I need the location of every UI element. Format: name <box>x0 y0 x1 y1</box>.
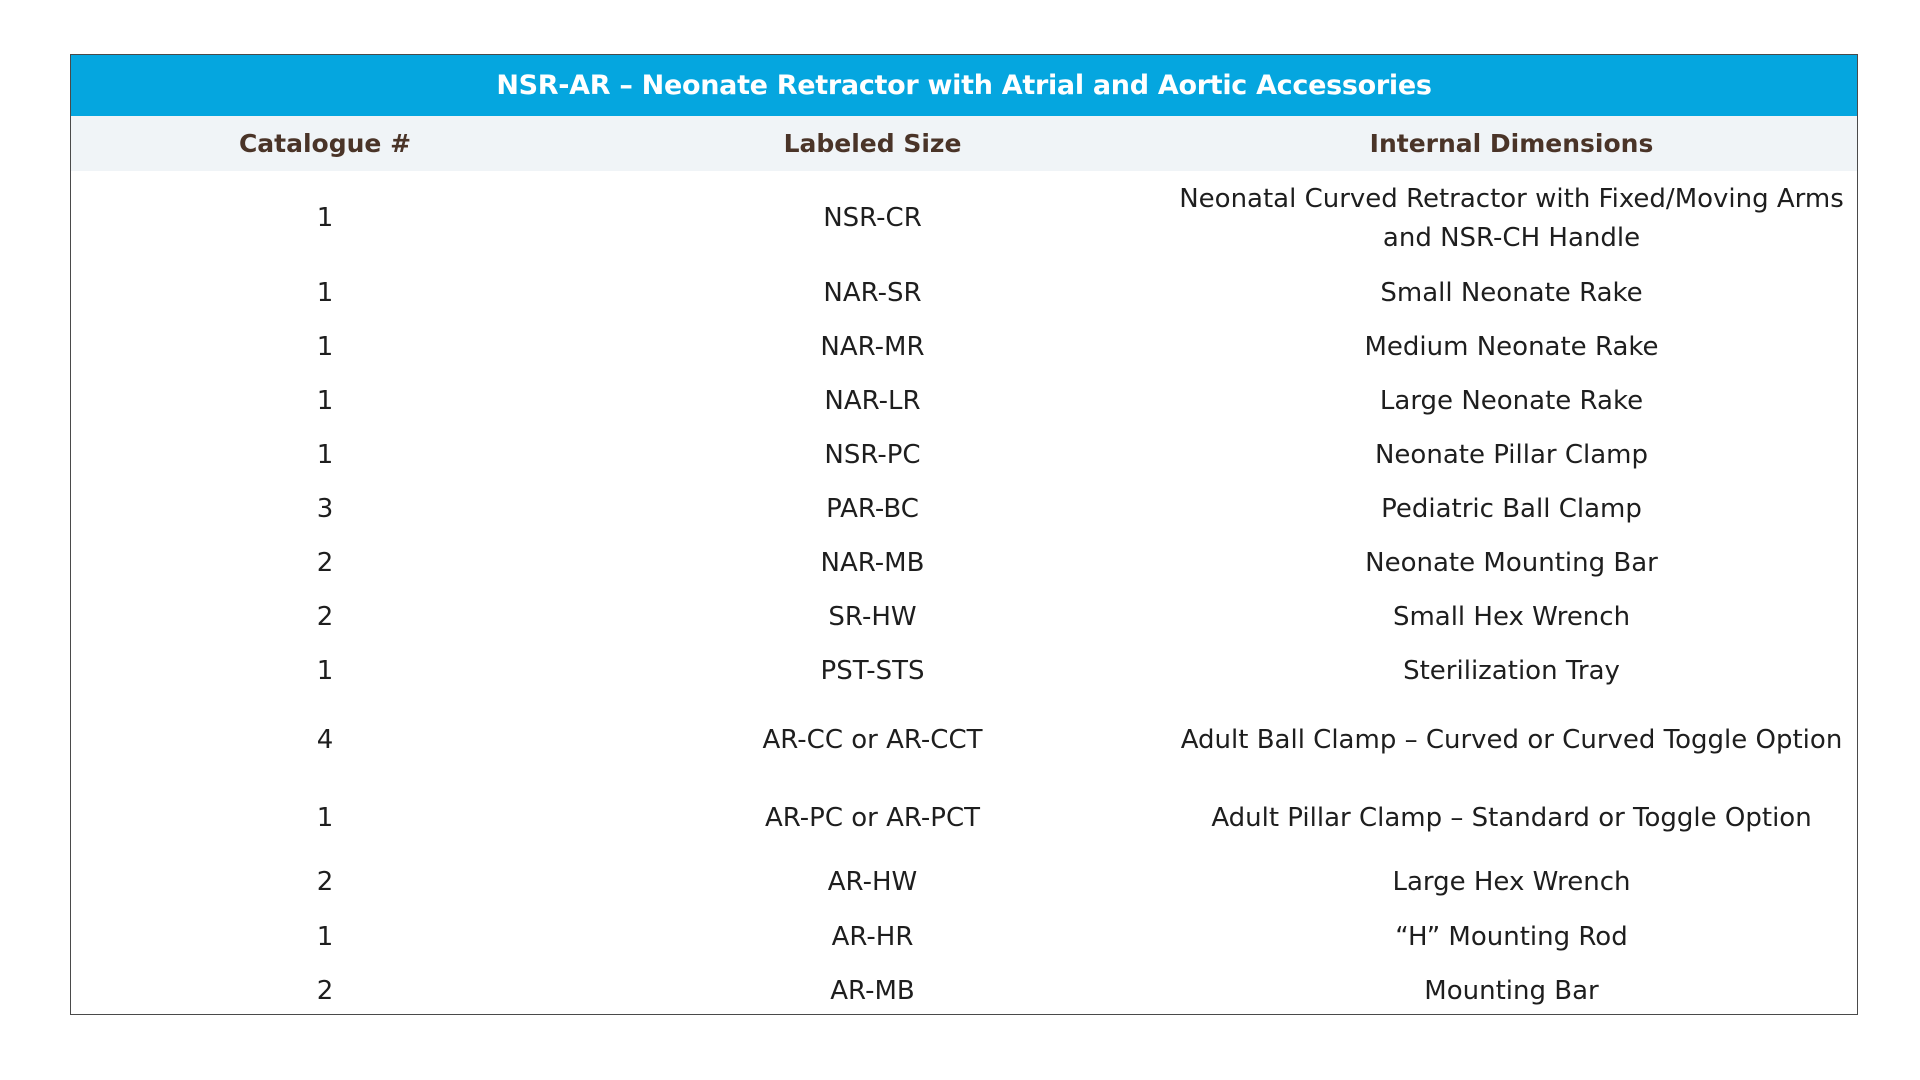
cell-catalogue: 1 <box>316 331 334 362</box>
header-catalogue: Catalogue # <box>238 129 412 158</box>
cell-size: NAR-SR <box>823 277 922 308</box>
cell-size: PAR-BC <box>826 493 919 524</box>
cell-size: NAR-LR <box>824 385 921 416</box>
cell-dimensions: Large Neonate Rake <box>1379 385 1644 416</box>
cell-dimensions: Small Neonate Rake <box>1380 277 1643 308</box>
header-internal-dimensions: Internal Dimensions <box>1369 129 1654 158</box>
cell-dimensions: Neonatal Curved Retractor with Fixed/Moving Arms and NSR-CH Handle <box>1179 183 1844 253</box>
cell-catalogue: 3 <box>316 493 334 524</box>
cell-size: NSR-PC <box>824 439 921 470</box>
cell-dimensions: Sterilization Tray <box>1403 655 1620 686</box>
components-table <box>71 116 1857 1018</box>
cell-size: PST-STS <box>820 655 925 686</box>
table-row <box>71 266 1857 320</box>
cell-catalogue: 4 <box>316 724 334 755</box>
cell-dimensions: Pediatric Ball Clamp <box>1381 493 1642 524</box>
cell-dimensions: Adult Ball Clamp – Curved or Curved Toggle Option <box>1180 724 1843 755</box>
cell-size: SR-HW <box>828 601 917 632</box>
cell-dimensions: Neonate Pillar Clamp <box>1374 439 1649 470</box>
cell-size: NAR-MR <box>820 331 925 362</box>
table-row <box>71 698 1857 782</box>
cell-catalogue: 1 <box>316 655 334 686</box>
header-labeled-size: Labeled Size <box>783 129 962 158</box>
cell-catalogue: 2 <box>316 866 334 897</box>
table-row <box>71 590 1857 644</box>
cell-size: AR-MB <box>830 975 915 1006</box>
cell-catalogue: 1 <box>316 277 334 308</box>
cell-size: AR-HW <box>827 866 918 897</box>
table-row <box>71 854 1857 910</box>
cell-catalogue: 1 <box>316 439 334 470</box>
table-row <box>71 428 1857 482</box>
cell-size: AR-PC or AR-PCT <box>764 802 981 833</box>
cell-dimensions: “H” Mounting Rod <box>1395 921 1628 952</box>
cell-catalogue: 2 <box>316 601 334 632</box>
table-row <box>71 536 1857 590</box>
table-row <box>71 964 1857 1018</box>
table-title: NSR-AR – Neonate Retractor with Atrial and Aortic Accessories <box>71 55 1857 116</box>
cell-dimensions: Medium Neonate Rake <box>1364 331 1659 362</box>
table-row <box>71 782 1857 854</box>
cell-size: AR-HR <box>831 921 914 952</box>
table-row <box>71 171 1857 266</box>
table-row <box>71 374 1857 428</box>
table-row <box>71 644 1857 698</box>
cell-catalogue: 1 <box>316 203 334 233</box>
cell-size: NAR-MB <box>820 547 925 578</box>
product-table <box>70 54 1858 1015</box>
cell-size: NSR-CR <box>823 203 922 233</box>
cell-catalogue: 1 <box>316 921 334 952</box>
cell-catalogue: 2 <box>316 547 334 578</box>
cell-catalogue: 1 <box>316 385 334 416</box>
table-row <box>71 320 1857 374</box>
cell-dimensions: Neonate Mounting Bar <box>1365 547 1658 578</box>
table-row <box>71 910 1857 964</box>
header-row <box>71 116 1857 171</box>
cell-dimensions: Small Hex Wrench <box>1392 601 1631 632</box>
cell-dimensions: Mounting Bar <box>1424 975 1599 1006</box>
cell-dimensions: Large Hex Wrench <box>1392 866 1631 897</box>
cell-dimensions: Adult Pillar Clamp – Standard or Toggle Option <box>1211 802 1812 833</box>
cell-size: AR-CC or AR-CCT <box>762 724 983 755</box>
cell-catalogue: 2 <box>316 975 334 1006</box>
table-row <box>71 482 1857 536</box>
cell-catalogue: 1 <box>316 802 334 833</box>
